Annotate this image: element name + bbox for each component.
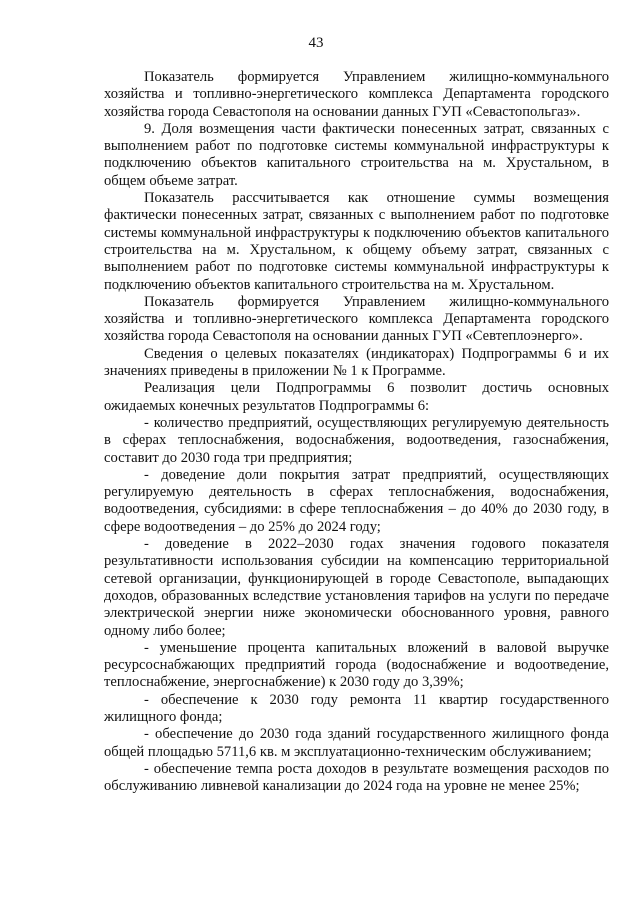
paragraph-indicator-source-teplo: Показатель формируется Управлением жилищно-коммунального хозяйства и топливно-энергетического комплекса Департамента городского хозяйства города Севастополя на основании данных ГУП «Севтеплоэнерго». [104, 293, 609, 345]
list-item-housing-maintenance: - обеспечение до 2030 года зданий государственного жилищного фонда общей площадью 5711,6 кв. м эксплуатационно-техническим обслуживанием; [104, 726, 609, 760]
paragraph-indicator-source-gaz: Показатель формируется Управлением жилищно-коммунального хозяйства и топливно-энергетического комплекса Департамента городского хозяйства города Севастополя на основании данных ГУП «Севастопольгаз». [104, 69, 609, 120]
page-number: 43 [308, 35, 324, 51]
list-item-subsidy-effectiveness: - доведение в 2022–2030 годах значения годового показателя результативности использования субсидии на компенсацию территориальной сетевой организации, функционирующей в городе Севастополе, выпадающих доходов, образованных вследствие установления тарифов на услуги по передаче электрической энергии ниже экономически обоснованного уровня, равного одному либо более; [104, 536, 609, 639]
paragraph-targets-reference: Сведения о целевых показателях (индикаторах) Подпрограммы 6 и их значениях приведены в приложении № 1 к Программе. [104, 345, 609, 380]
list-item-enterprises-count: - количество предприятий, осуществляющих регулируемую деятельность в сферах теплоснабжения, водоснабжения, водоотведения, газоснабжения, составит до 2030 года три предприятия; [104, 414, 609, 466]
list-item-capital-investment: - уменьшение процента капитальных вложений в валовой выручке ресурсоснабжающих предприятий города (водоснабжение и водоотведение, теплоснабжение, энергоснабжение) к 2030 году до 3,39%; [104, 639, 609, 691]
paragraph-indicator-9-title: 9. Доля возмещения части фактически понесенных затрат, связанных с выполнением работ по подготовке системы коммунальной инфраструктуры к подключению объектов капитального строительства на м. Хрустальном, в общем объеме затрат. [104, 120, 609, 189]
document-body [104, 69, 609, 795]
list-item-apartment-repair: - обеспечение к 2030 году ремонта 11 квартир государственного жилищного фонда; [104, 691, 609, 725]
list-item-storm-sewer-revenue: - обеспечение темпа роста доходов в результате возмещения расходов по обслуживанию ливневой канализации до 2024 года на уровне не менее 25%; [104, 760, 609, 795]
paragraph-indicator-9-calculation: Показатель рассчитывается как отношение суммы возмещения фактически понесенных затрат, связанных с выполнением работ по подготовке системы коммунальной инфраструктуры к подключению объектов капитального строительства на м. Хрустальном, к общему объему затрат, связанных с выполнением работ по подготовке системы коммунальной инфраструктуры к подключению объектов капитального строительства на м. Хрустальном. [104, 190, 609, 293]
list-item-cost-coverage: - доведение доли покрытия затрат предприятий, осуществляющих регулируемую деятельность в сферах теплоснабжения, водоснабжения, водоотведения, субсидиями: в сфере теплоснабжения – до 40% до 2030 году, в сфере водоотведения – до 25% до 2024 году; [104, 466, 609, 535]
paragraph-expected-results-intro: Реализация цели Подпрограммы 6 позволит достичь основных ожидаемых конечных результатов Подпрограммы 6: [104, 380, 609, 414]
